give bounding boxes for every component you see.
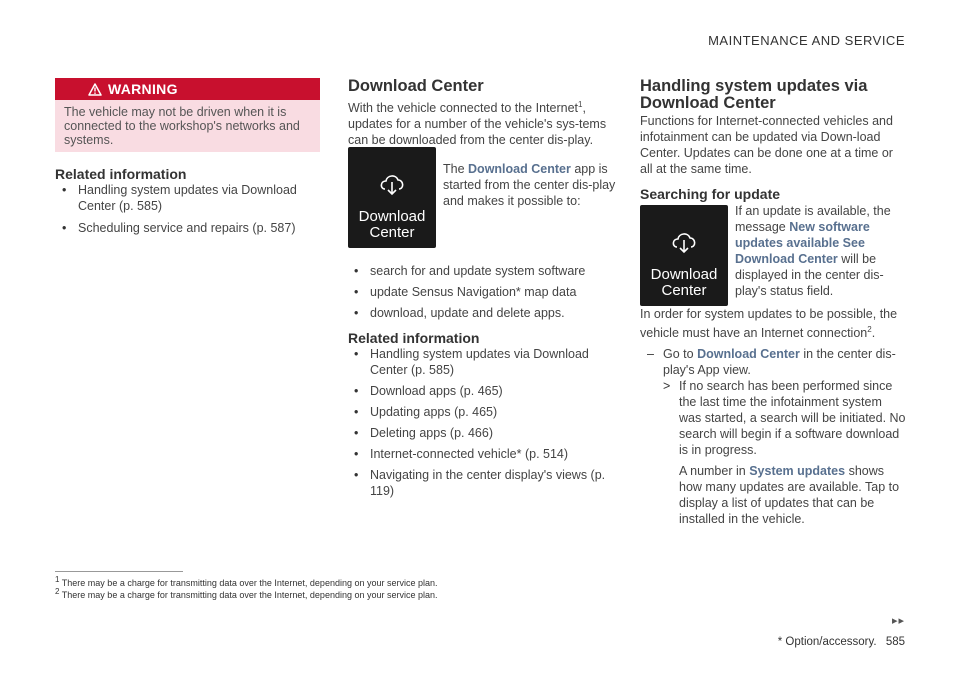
footnote-ref-2: 2 (867, 325, 872, 334)
icon-label-line2: Center (369, 224, 415, 241)
col3-intro: Functions for Internet-connected vehicles and infotainment can be updated via Down-load Center. Updates can be done one at a time or all at the same time. (640, 114, 893, 176)
col1-related-link-1[interactable]: • Handling system updates via Download Center (p. 585) (78, 182, 318, 214)
col3-result2-rest: shows how many updates are available. Tap to display a list of updates that can be installed in the vehicle. (679, 464, 900, 526)
col2-title: Download Center (348, 77, 484, 95)
col3-requirement (640, 306, 910, 341)
icon-label-line1: Download (650, 266, 718, 283)
download-center-app-icon (348, 147, 436, 248)
col2-related-link-1[interactable]: • Handling system updates via Download Center (p. 585) (370, 346, 610, 378)
col3-step-1 (663, 346, 908, 378)
col3-result-1: > If no search has been performed since the last time the infotainment system was started, a search will be initiated. No search will begin if a software download is in progress. (679, 378, 907, 458)
col2-related-link-2[interactable]: • Download apps (p. 465) (370, 383, 610, 399)
col3-search-pre: If an update is available, the message (735, 204, 891, 234)
footnote-1-num: 1 (55, 575, 60, 584)
col3-search-desc (735, 203, 903, 299)
col2-related-link-6[interactable]: • Navigating in the center display's views (p. 119) (370, 467, 610, 499)
col3-result2-pre: A number in (679, 464, 746, 478)
col3-step-pre: Go to (663, 347, 694, 361)
footnote-2 (55, 587, 438, 600)
col2-app-pre: The (443, 162, 465, 176)
col2-related-heading: Related information (348, 330, 480, 346)
cloud-download-icon (669, 227, 699, 257)
col3-search-heading: Searching for update (640, 186, 781, 202)
next-page-icon[interactable]: ▸▸ (891, 615, 905, 627)
col3-result-2 (679, 463, 907, 527)
col1-related-link-2[interactable]: • Scheduling service and repairs (p. 587) (78, 220, 318, 236)
footnote-1-text: There may be a charge for transmitting data over the Internet, depending on your service plan. (61, 578, 438, 588)
col2-related-link-3[interactable]: • Updating apps (p. 465) (370, 404, 610, 420)
col2-app-rest: app is started from the center dis-play and makes it possible to: (443, 162, 616, 208)
icon-label-line1: Download (358, 208, 426, 225)
new-updates-message: New software updates available See Download Center (735, 220, 870, 266)
warning-title: WARNING (108, 81, 178, 97)
footnote-divider (55, 571, 183, 572)
col3-req-end: . (871, 326, 876, 341)
icon-label-line2: Center (661, 282, 707, 299)
footnote-2-num: 2 (55, 587, 60, 596)
col2-feature-2: • update Sensus Navigation* map data (370, 284, 620, 300)
warning-body (55, 100, 320, 152)
page-number: 585 (885, 636, 905, 648)
app-name-download-center: Download Center (468, 162, 571, 176)
col2-intro (348, 97, 620, 148)
download-center-app-icon-2 (640, 205, 728, 306)
col3-search-rest: will be displayed in the center dis-play's status field. (735, 252, 884, 298)
system-updates-label: System updates (749, 464, 846, 478)
footnote-ref-1: 1 (578, 100, 583, 109)
col2-related-link-5[interactable]: • Internet-connected vehicle* (p. 514) (370, 446, 610, 462)
option-accessory-note: * Option/accessory. (777, 636, 877, 648)
col3-title: Handling system updates via Download Center (640, 77, 868, 112)
col2-intro-rest: , updates for a number of the vehicle's sys-tems can be downloaded from the center dis-play. (348, 101, 607, 148)
page-footer (778, 636, 905, 648)
warning-triangle-icon (88, 83, 102, 96)
col3-step-rest: in the center dis-play's App view. (663, 347, 896, 377)
footnote-2-text: There may be a charge for transmitting data over the Internet, depending on your service plan. (61, 590, 438, 600)
col2-related-link-4[interactable]: • Deleting apps (p. 466) (370, 425, 610, 441)
col2-intro-text: With the vehicle connected to the Internet (348, 101, 578, 116)
cloud-download-icon (377, 169, 407, 199)
col2-feature-3: • download, update and delete apps. (370, 305, 620, 321)
page-header-title: MAINTENANCE AND SERVICE (708, 33, 905, 48)
col3-req-text: In order for system updates to be possible, the vehicle must have an Internet connection (640, 307, 898, 341)
col1-related-heading: Related information (55, 166, 187, 182)
col2-app-desc (443, 161, 619, 209)
warning-text: The vehicle may not be driven when it is connected to the workshop's networks and systems. (64, 105, 300, 147)
col2-feature-1: • search for and update system software (370, 263, 620, 279)
step-app-download-center: Download Center (697, 347, 800, 361)
warning-header (55, 78, 320, 100)
